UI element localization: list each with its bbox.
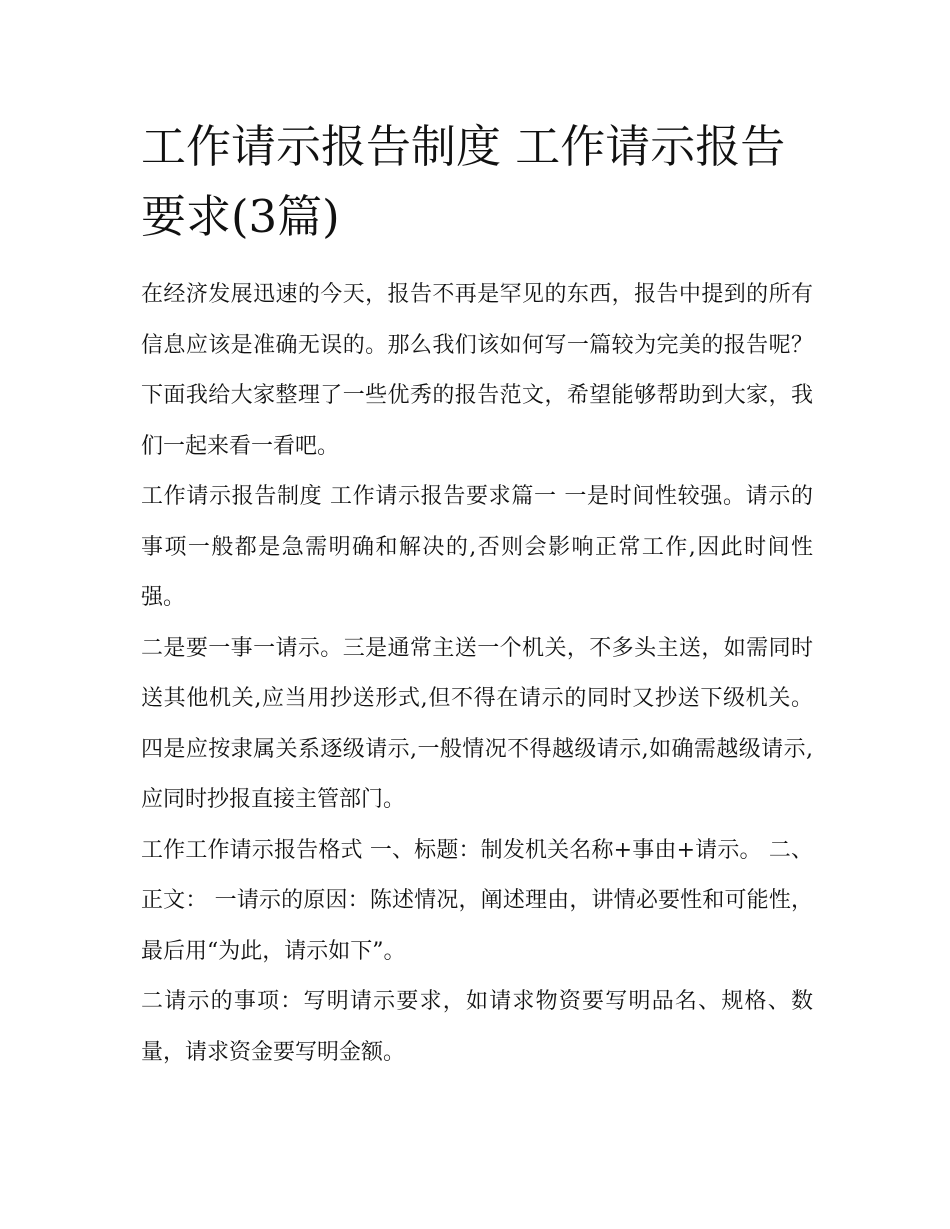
document-body	[141, 112, 813, 1078]
paragraph-request-items: 二请示的事项：写明请示要求，如请求物资要写明品名、规格、数量，请求资金要写明金额。	[141, 989, 813, 1065]
paragraph-format: 工作工作请示报告格式 一、标题：制发机关名称+事由+请示。 二、正文： 一请示的原因：陈述情况，阐述理由，讲情必要性和可能性，最后用“为此，请示如下”。	[141, 837, 813, 964]
paragraph-intro: 在经济发展迅速的今天，报告不再是罕见的东西，报告中提到的所有信息应该是准确无误的。那么我们该如何写一篇较为完美的报告呢？下面我给大家整理了一些优秀的报告范文，希望能够帮助到大家，我们一起来看一看吧。	[141, 282, 813, 459]
document-title: 工作请示报告制度 工作请示报告要求(3篇)	[141, 120, 786, 243]
paragraph-section-one: 工作请示报告制度 工作请示报告要求篇一 一是时间性较强。请示的事项一般都是急需明确和解决的,否则会影响正常工作,因此时间性强。	[141, 484, 813, 610]
paragraph-principles: 二是要一事一请示。三是通常主送一个机关，不多头主送，如需同时送其他机关,应当用抄送形式,但不得在请示的同时又抄送下级机关。四是应按隶属关系逐级请示,一般情况不得越级请示,如确需越级请示,应同时抄报直接主管部门。	[141, 635, 813, 812]
